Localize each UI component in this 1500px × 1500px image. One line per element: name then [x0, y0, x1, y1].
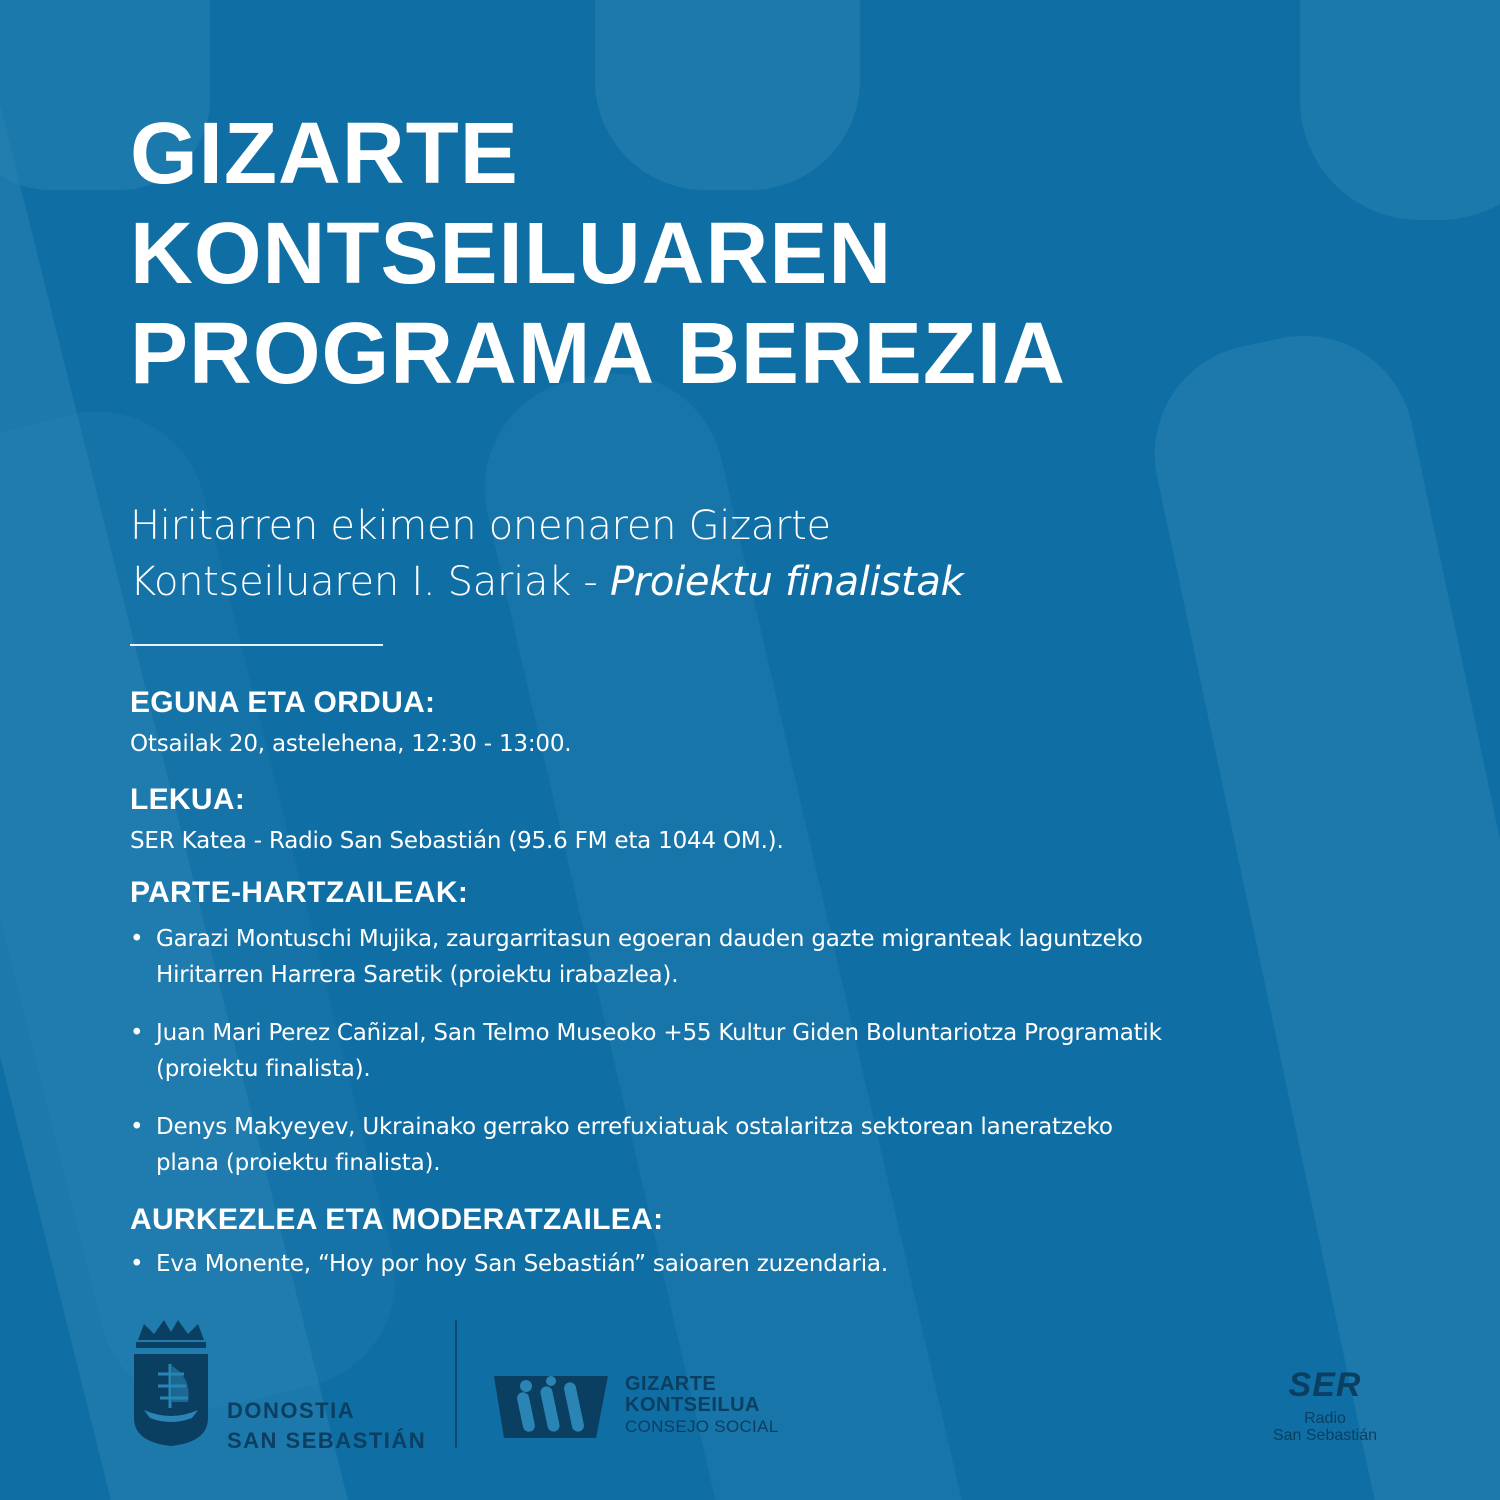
- logo-text-line: CONSEJO SOCIAL: [625, 1417, 779, 1436]
- ser-radio-logo: [1250, 1366, 1400, 1456]
- subtitle-line: Hiritarren ekimen onenaren Gizarte: [130, 503, 831, 549]
- list-item: [130, 1015, 1266, 1087]
- title-line: PROGRAMA BEREZIA: [130, 305, 1066, 402]
- bullet-icon: •: [130, 1020, 144, 1046]
- bg-shape-top-right: [1300, 0, 1500, 220]
- section-date: [130, 685, 1280, 761]
- list-item-line: Eva Monente, “Hoy por hoy San Sebastián” saioaren zuzendaria.: [156, 1251, 888, 1277]
- list-item-line: Juan Mari Perez Cañizal, San Telmo Museoko +55 Kultur Giden Boluntariotza Programatik: [156, 1020, 1162, 1046]
- list-item-line: plana (proiektu finalista).: [156, 1150, 441, 1176]
- section-value: SER Katea - Radio San Sebastián (95.6 FM eta 1044 OM.).: [130, 828, 784, 854]
- page-title: [130, 104, 1280, 404]
- section-participants: [130, 875, 1280, 1181]
- footer-logos: [0, 1300, 1500, 1480]
- divider-line: [130, 644, 383, 646]
- ser-mark-icon: SER: [1288, 1366, 1362, 1404]
- list-item: [130, 1109, 1266, 1181]
- list-item: [130, 921, 1266, 993]
- subtitle-line: [130, 554, 1280, 610]
- logo-text-line: KONTSEILUA: [625, 1394, 760, 1416]
- ser-logo-line: Radio: [1304, 1410, 1346, 1427]
- gizarte-kontseilua-mark-icon: [490, 1372, 615, 1442]
- list-item-line: Garazi Montuschi Mujika, zaurgarritasun egoeran dauden gazte migranteak laguntzeko: [156, 926, 1143, 952]
- donostia-crest-icon: [130, 1318, 212, 1448]
- bullet-icon: •: [130, 1251, 144, 1277]
- section-moderator: [130, 1202, 1280, 1282]
- list-item-line: (proiektu finalista).: [156, 1056, 371, 1082]
- logo-text-line: DONOSTIA: [227, 1398, 356, 1423]
- logo-divider: [455, 1320, 457, 1448]
- logo-text-line: SAN SEBASTIÁN: [227, 1428, 427, 1453]
- title-line: GIZARTE: [130, 105, 519, 202]
- gizarte-kontseilua-logo: [490, 1372, 810, 1452]
- section-label: PARTE-HARTZAILEAK:: [130, 876, 469, 909]
- ser-logo-line: San Sebastián: [1272, 1427, 1378, 1444]
- donostia-logo: [130, 1318, 430, 1468]
- section-value: Otsailak 20, astelehena, 12:30 - 13:00.: [130, 731, 572, 757]
- donostia-logo-text: [227, 1396, 426, 1456]
- gizarte-kontseilua-text: [625, 1374, 778, 1437]
- section-place: [130, 782, 1280, 858]
- section-label: EGUNA ETA ORDUA:: [130, 686, 436, 719]
- list-item: [130, 1246, 1266, 1282]
- section-label: AURKEZLEA ETA MODERATZAILEA:: [130, 1203, 664, 1236]
- list-item-line: Denys Makyeyev, Ukrainako gerrako errefuxiatuak ostalaritza sektorean laneratzeko: [156, 1114, 1113, 1140]
- subtitle-italic: Proiektu finalistak: [609, 559, 964, 605]
- logo-text-line: GIZARTE: [625, 1373, 717, 1395]
- section-label: LEKUA:: [130, 783, 246, 816]
- bullet-icon: •: [130, 926, 144, 952]
- bullet-icon: •: [130, 1114, 144, 1140]
- list-item-line: Hiritarren Harrera Saretik (proiektu irabazlea).: [156, 962, 679, 988]
- title-line: KONTSEILUAREN: [130, 205, 893, 302]
- subtitle-plain: Kontseiluaren I. Sariak -: [130, 559, 610, 605]
- subtitle: [130, 498, 1280, 610]
